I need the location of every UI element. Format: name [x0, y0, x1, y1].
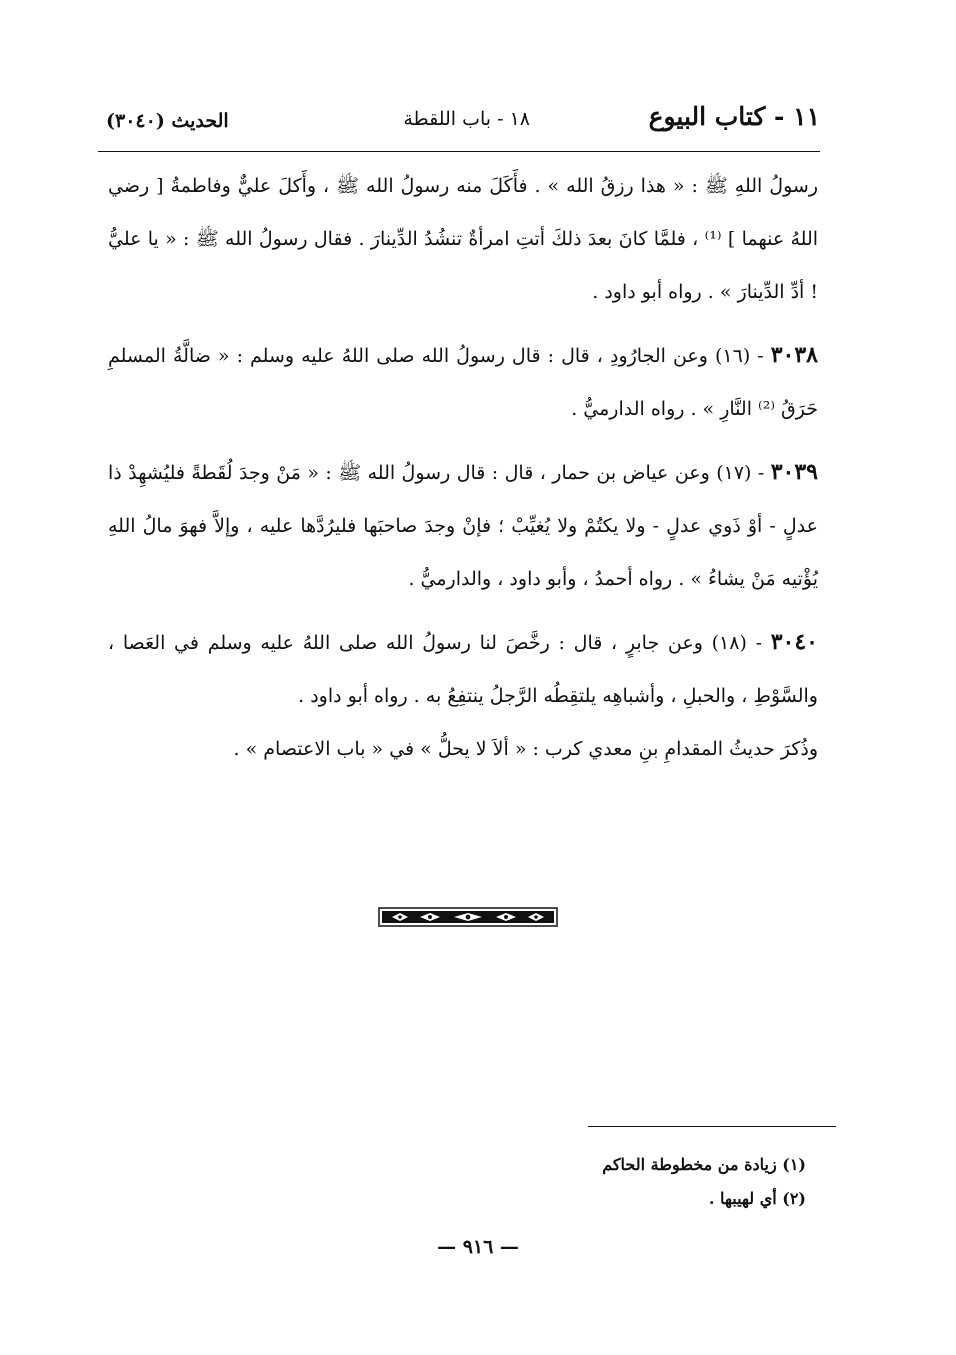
closing-note: وذُكرَ حديثُ المقدامِ بنِ معدي كرب : « ألاَ لا يحلُّ » في « باب الاعتصام » .: [233, 738, 818, 760]
hadith-number: ٣٠٣٩: [770, 459, 818, 485]
paragraph-continuation: رسولُ اللهِ ﷺ : « هذا رزقُ الله » . فأَكَلَ منه رسولُ الله ﷺ ، وأَكلَ عليٌّ وفاطمةُ [ رضي اللهُ عنهما ] ⁽¹⁾ ، فلمَّا كانَ بعدَ ذلكَ أتتِ امرأةٌ تنشُدُ الدِّينارَ . فقال رسولُ الله ﷺ : « يا عليُّ ! أدِّ الدِّينارَ » . رواه أبو داود .: [108, 175, 819, 303]
footnote-divider: [588, 1126, 836, 1127]
section-ornament: [378, 904, 558, 930]
hadith-text: - (١٦) وعن الجارُودِ ، قال : قال رسولُ الله صلى اللهُ عليه وسلم : « ضالَّةُ المسلمِ حَرَقُ ⁽²⁾ النَّارِ » . رواه الدارميُّ .: [108, 345, 818, 420]
main-text: [108, 160, 818, 786]
hadith-number: ٣٠٣٨: [770, 342, 818, 368]
hadith-number: ٣٠٤٠: [770, 629, 818, 655]
hadith-3038: [108, 329, 818, 436]
footnote-2: (٢) أي لهيبها .: [708, 1189, 806, 1208]
header-book-title: ١١ - كتاب البيوع: [648, 102, 820, 131]
header-chapter-title: ١٨ - باب اللقطة: [403, 108, 530, 130]
header-hadith-reference: الحديث (٣٠٤٠): [106, 110, 229, 132]
header-divider: [98, 151, 820, 152]
hadith-3039: [108, 446, 818, 606]
footnote-1: (١) زيادة من مخطوطة الحاكم: [602, 1155, 806, 1174]
hadith-3040: [108, 616, 818, 723]
running-header: [100, 100, 820, 152]
hadith-text: - (١٨) وعن جابرٍ ، قال : رخَّصَ لنا رسولُ الله صلى اللهُ عليه وسلم في العَصا ، والسَّوْطِ ، والحبلِ ، وأشباهِه يلتقِطُه الرَّجلُ ينتفِعُ به . رواه أبو داود .: [108, 632, 818, 707]
hadith-text: - (١٧) وعن عياض بن حمار ، قال : قال رسولُ الله ﷺ : « مَنْ وجدَ لُقَطةً فليُشهِدْ ذا عدلٍ - أوْ ذَوي عدلٍ - ولا يكتُمْ ولا يُغيِّبْ ؛ فإنْ وجدَ صاحبَها فليرُدَّها عليه ، وإلاَّ فهوَ مالُ اللهِ يُؤْتيه مَنْ يشاءُ » . رواه أحمدُ ، وأبو داود ، والدارميُّ .: [108, 462, 818, 590]
footnotes: [506, 1148, 806, 1216]
page-number: — ٩١٦ —: [437, 1236, 519, 1258]
